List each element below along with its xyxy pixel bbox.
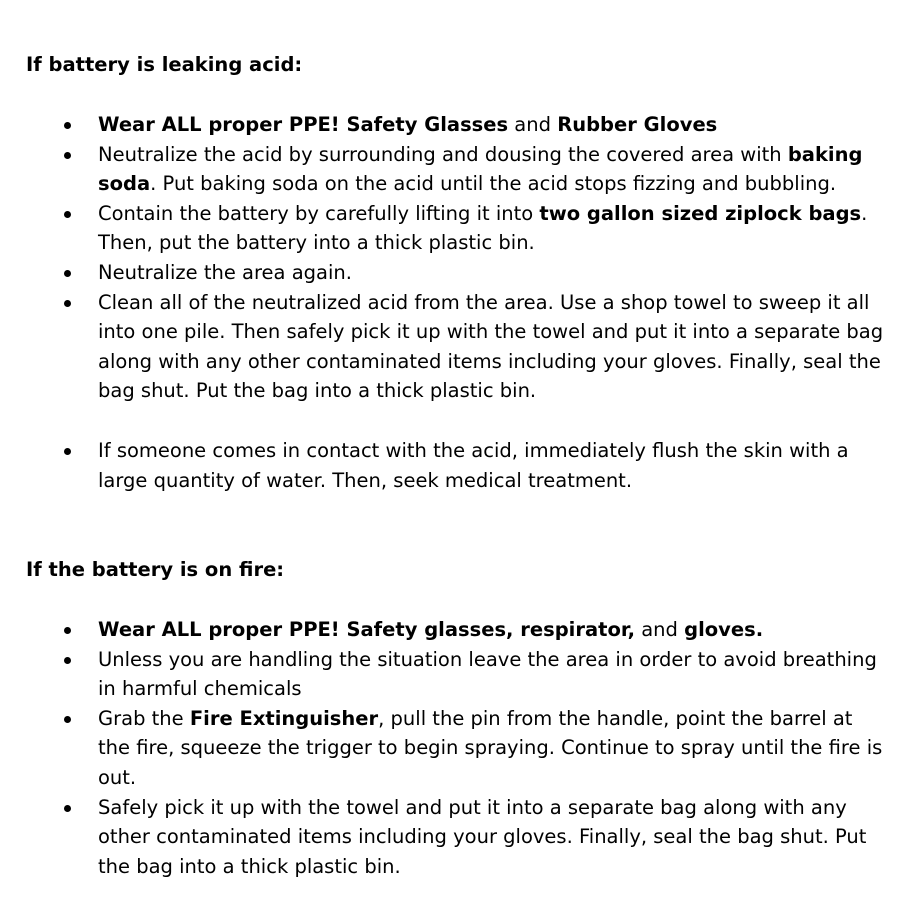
bold-text: Rubber Gloves — [557, 113, 718, 136]
text-run: . Then, put the battery into a thick plastic bin. — [98, 201, 868, 255]
bold-text: two gallon sized ziplock bags — [539, 201, 862, 225]
list-item — [0, 199, 915, 258]
text-run: . Put baking soda on the acid until the acid stops fizzing and bubbling. — [150, 172, 837, 196]
bullet-icon — [64, 448, 71, 455]
list-item — [0, 110, 915, 140]
text-run: Clean all of the neutralized acid from the area. Use a shop towel to sweep it all into one pile. Then safely pick it up with the towel and put it into a separate bag along with any other contaminated items including your gloves. Finally, seal the bag shut. Put the bag into a thick plastic bin. — [98, 290, 884, 403]
bullet-icon — [64, 805, 71, 812]
text-run: Contain the battery by carefully lifting it into — [98, 201, 540, 225]
text-run: Neutralize the acid by surrounding and dousing the covered area with — [98, 142, 788, 166]
list-item — [0, 436, 915, 495]
text-run: Grab the — [98, 706, 190, 730]
bullet-icon — [64, 211, 71, 218]
text-run: If someone comes in contact with the acid, immediately flush the skin with a large quantity of water. Then, seek medical treatment. — [98, 438, 849, 492]
text-run: Neutralize the area again. — [98, 260, 352, 284]
text-run: and — [508, 113, 558, 136]
list-item — [0, 140, 915, 199]
text-run: Unless you are handling the situation leave the area in order to avoid breathing in harmful chemicals — [98, 647, 877, 701]
bold-text: gloves. — [684, 618, 764, 641]
list-item — [0, 704, 915, 793]
text-run: and — [635, 618, 685, 641]
list-item — [0, 793, 915, 882]
bullet-icon — [64, 152, 71, 159]
text-run: , pull the pin from the handle, point the barrel at the fire, squeeze the trigger to begin spraying. Continue to spray until the fire is out. — [98, 706, 883, 789]
bold-text: Wear ALL proper PPE! Safety glasses, respirator, — [98, 618, 636, 641]
bullet-icon — [64, 716, 71, 723]
list-item — [0, 615, 915, 645]
list-item — [0, 645, 915, 704]
bullet-icon — [64, 300, 71, 307]
bullet-list-leaking-acid — [0, 110, 915, 495]
list-item — [0, 288, 915, 406]
bullet-icon — [64, 122, 71, 129]
text-run: Safely pick it up with the towel and put it into a separate bag along with any other contaminated items including your gloves. Finally, seal the bag shut. Put the bag into a thick plastic bin. — [98, 795, 867, 878]
bullet-list-on-fire — [0, 615, 915, 881]
bullet-icon — [64, 657, 71, 664]
bullet-icon — [64, 270, 71, 277]
bullet-icon — [64, 627, 71, 634]
bold-text: Wear ALL proper PPE! Safety Glasses — [98, 113, 509, 136]
list-item — [0, 258, 915, 288]
bold-text: baking soda — [98, 142, 863, 196]
section-heading-on-fire: If the battery is on fire: — [26, 558, 285, 581]
bold-text: Fire Extinguisher — [189, 706, 379, 730]
section-heading-leaking-acid: If battery is leaking acid: — [26, 53, 303, 76]
